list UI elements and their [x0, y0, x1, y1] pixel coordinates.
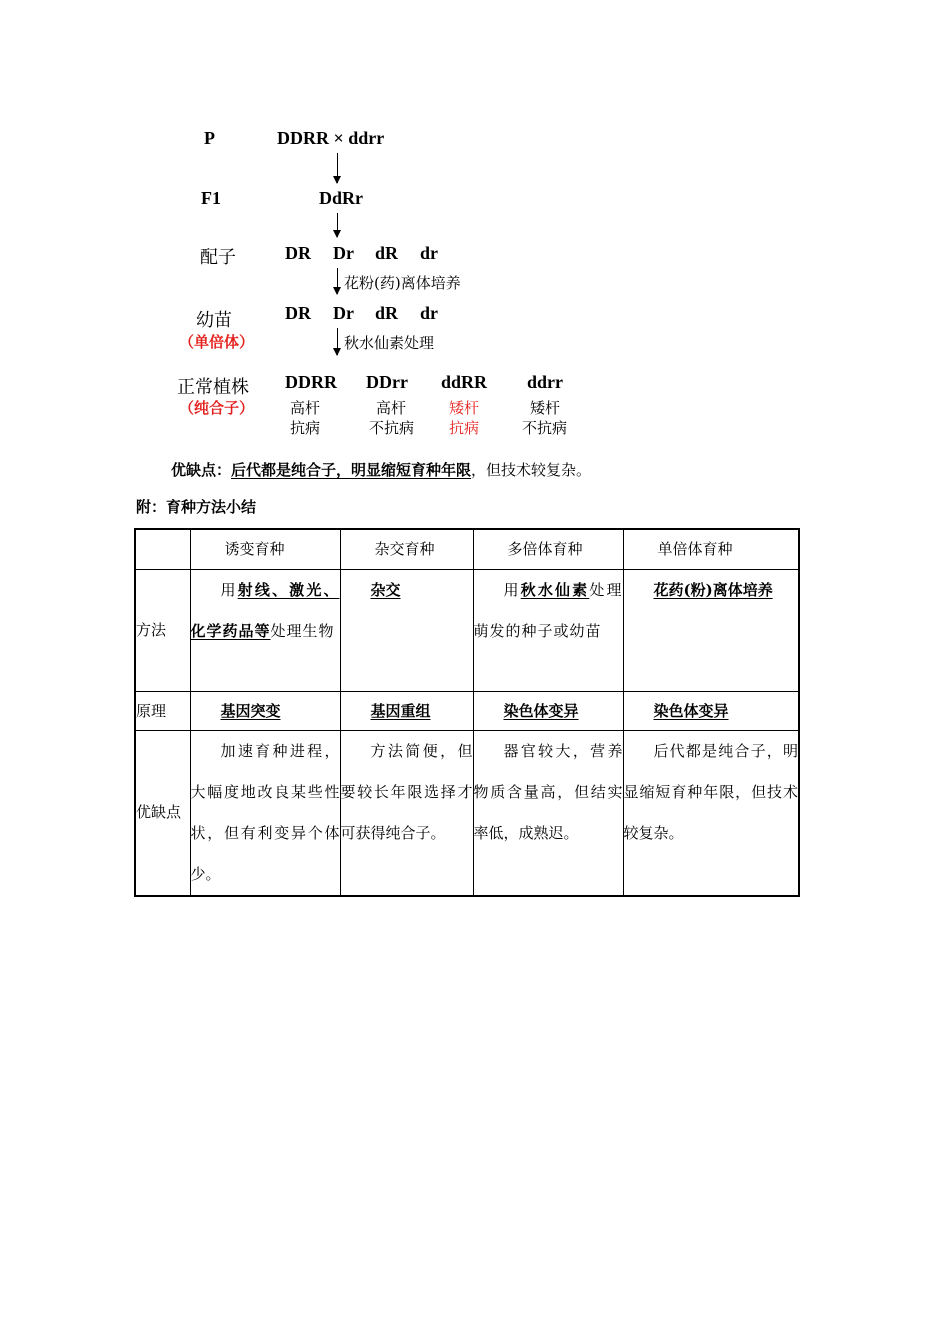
plant-resistance: 不抗病: [369, 419, 415, 437]
p-label: P: [204, 128, 215, 148]
table-corner-cell: [135, 529, 190, 569]
method-polyploid-key: 秋水仙素: [520, 580, 590, 599]
pros-cons-rest: ，但技术较复杂。: [471, 461, 592, 479]
row-label-pros-cons: 优缺点: [135, 730, 190, 896]
pros-cons-label: 优缺点：: [171, 461, 232, 479]
plant-resistance: 抗病: [449, 419, 480, 437]
arrow-down-icon: [337, 328, 338, 355]
header-polyploid: 多倍体育种: [473, 529, 623, 569]
method-polyploid: 用秋水仙素处理萌发的种子或幼苗: [473, 569, 623, 691]
pros-cons-highlight: 后代都是纯合子，明显缩短育种年限: [231, 461, 472, 479]
plant-resistance: 抗病: [290, 419, 321, 437]
pros-cons-line: [171, 459, 591, 480]
gamete-item: Dr: [333, 243, 354, 263]
gamete-item: DR: [285, 243, 311, 263]
plant-height: 矮杆: [530, 399, 561, 417]
table-header-row: [135, 529, 799, 569]
f1-genotype: DdRr: [319, 188, 363, 208]
seedling-label: 幼苗: [196, 310, 232, 331]
principle-haploid: 染色体变异: [623, 691, 799, 730]
principle-hybrid: 基因重组: [340, 691, 473, 730]
arrow-down-icon: [337, 213, 338, 237]
table-row-principle: [135, 691, 799, 730]
method-mutation-key: 射线、激光、化学药品等: [190, 580, 340, 640]
gamete-item: dr: [420, 243, 438, 263]
plant-label: 正常植株: [177, 377, 249, 398]
seedling-item: Dr: [333, 303, 354, 323]
seedling-item: dR: [375, 303, 399, 323]
breeding-summary-table: [134, 528, 800, 897]
plant-height: 高杆: [290, 399, 321, 417]
header-mutation: 诱变育种: [190, 529, 340, 569]
step-colchicine: 秋水仙素处理: [344, 334, 435, 352]
appendix-title: 附：育种方法小结: [136, 498, 257, 516]
table-row-pros-cons: [135, 730, 799, 896]
principle-polyploid: 染色体变异: [473, 691, 623, 730]
plant-height: 矮杆: [449, 399, 480, 417]
gamete-item: dR: [375, 243, 399, 263]
gamete-label: 配子: [200, 247, 236, 268]
header-haploid: 单倍体育种: [623, 529, 799, 569]
plant-genotype: ddRR: [441, 372, 488, 392]
plant-genotype: ddrr: [527, 372, 563, 392]
plant-genotype: DDRR: [285, 372, 337, 392]
pros-cons-haploid: 后代都是纯合子，明显缩短育种年限，但技术较复杂。: [623, 730, 799, 896]
parent-cross: DDRR × ddrr: [277, 128, 385, 148]
plant-resistance: 不抗病: [522, 419, 568, 437]
header-hybrid: 杂交育种: [340, 529, 473, 569]
haploid-sublabel: （单倍体）: [179, 333, 255, 351]
plant-genotype: DDrr: [366, 372, 408, 392]
step-anther-culture: 花粉(药)离体培养: [344, 274, 461, 292]
principle-mutation: 基因突变: [190, 691, 340, 730]
row-label-method: 方法: [135, 569, 190, 691]
pros-cons-polyploid: 器官较大，营养物质含量高，但结实率低，成熟迟。: [473, 730, 623, 896]
plant-height: 高杆: [376, 399, 407, 417]
method-mutation: 用射线、激光、化学药品等处理生物: [190, 569, 340, 691]
method-hybrid-key: 杂交: [370, 580, 401, 599]
method-haploid-key: 花药(粉)离体培养: [653, 580, 773, 599]
pros-cons-hybrid: 方法简便，但要较长年限选择才可获得纯合子。: [340, 730, 473, 896]
pros-cons-mutation: 加速育种进程，大幅度地改良某些性状，但有利变异个体少。: [190, 730, 340, 896]
homozygote-sublabel: （纯合子）: [179, 399, 255, 417]
arrow-down-icon: [337, 153, 338, 183]
row-label-principle: 原理: [135, 691, 190, 730]
arrow-down-icon: [337, 268, 338, 294]
table-row-method: [135, 569, 799, 691]
method-hybrid: [340, 569, 473, 691]
f1-label: F1: [201, 188, 221, 208]
method-haploid: [623, 569, 799, 691]
seedling-item: DR: [285, 303, 311, 323]
seedling-item: dr: [420, 303, 438, 323]
